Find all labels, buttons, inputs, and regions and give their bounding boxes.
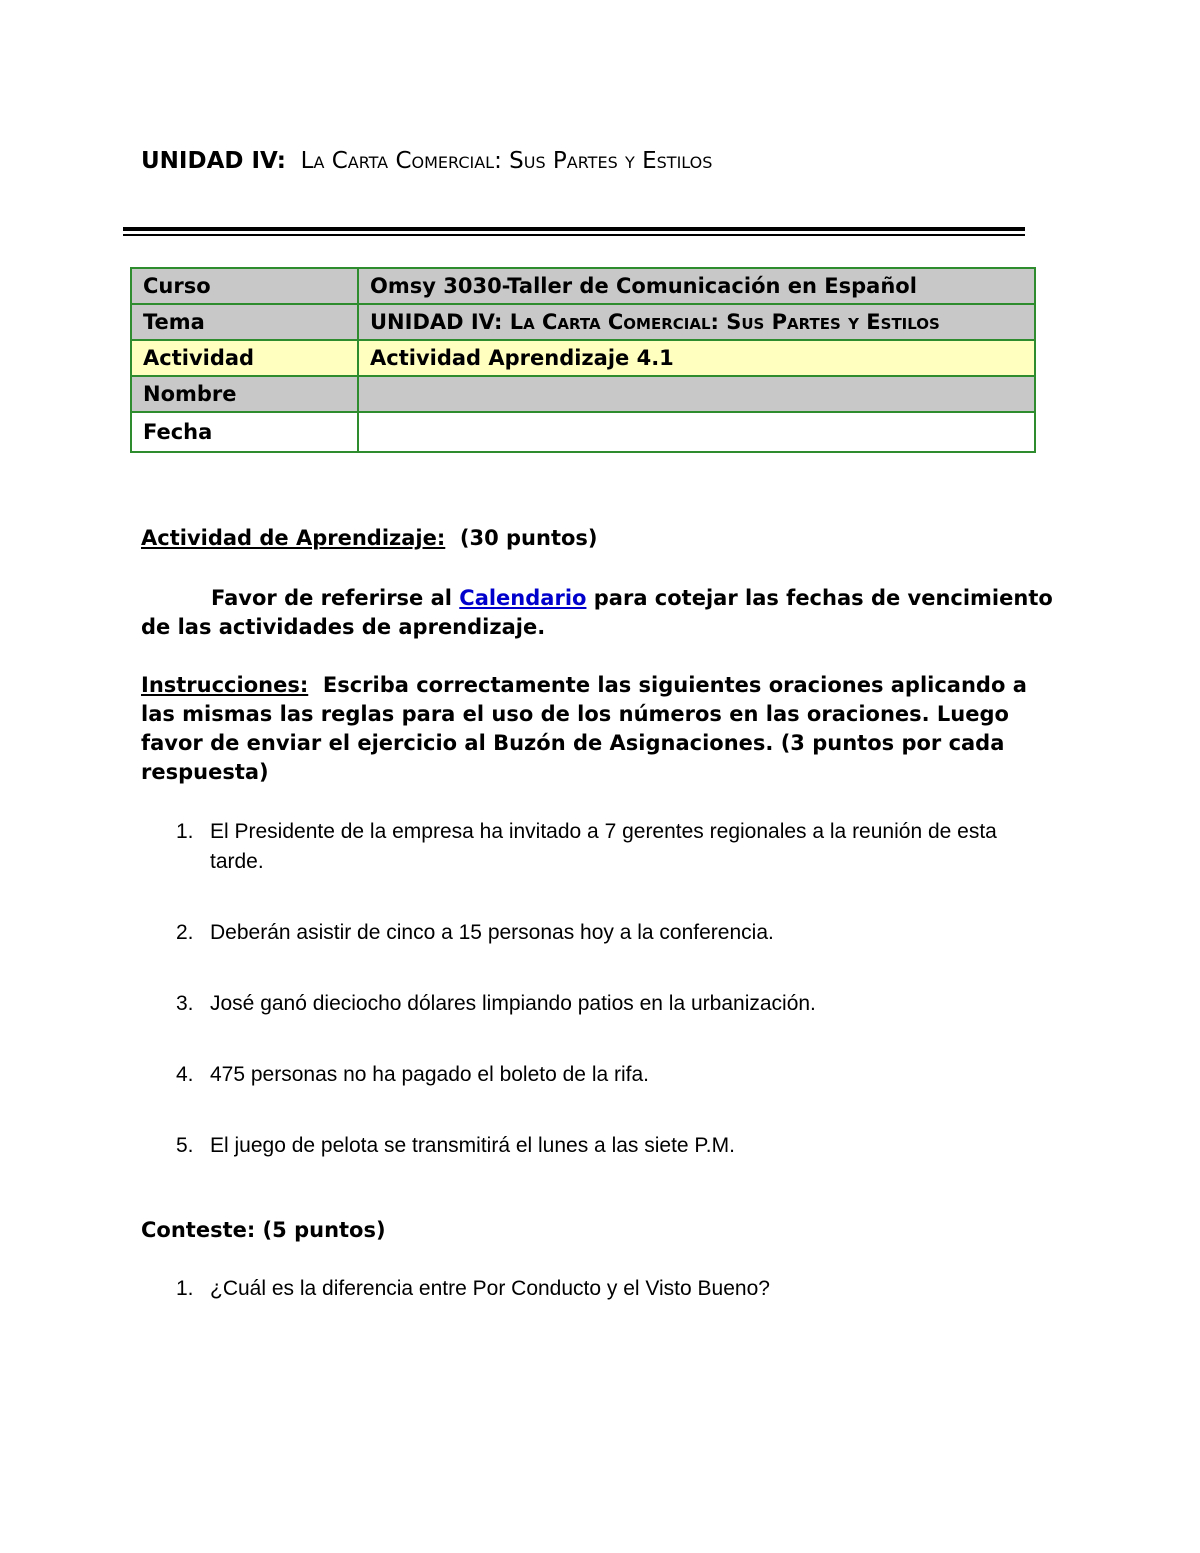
instructions-text: Escriba correctamente las siguientes oraciones aplicando a las mismas las reglas para el uso de los números en las oraciones. Luego favor de enviar el ejercicio al Buzón de Asignaciones. (3 puntos por cada respuesta) — [141, 673, 1027, 784]
instructions-label: Instrucciones: — [141, 673, 309, 697]
item-text: El Presidente de la empresa ha invitado a 7 gerentes regionales a la reunión de esta tarde. — [210, 820, 997, 873]
title-divider-thin — [123, 234, 1025, 236]
list-item — [170, 817, 1050, 877]
table-row-fecha — [131, 412, 1035, 452]
question-list — [170, 1274, 1050, 1304]
item-number: 3. — [176, 992, 194, 1015]
list-item — [170, 989, 1050, 1019]
item-number: 5. — [176, 1134, 194, 1157]
activity-heading-label: Actividad de Aprendizaje: — [141, 526, 446, 550]
row-label: Fecha — [131, 412, 358, 452]
activity-heading — [141, 526, 598, 550]
tema-subtitle: La Carta Comercial: Sus Partes y Estilos — [509, 310, 940, 334]
list-item — [170, 1060, 1050, 1090]
item-text: José ganó dieciocho dólares limpiando patios en la urbanización. — [210, 992, 816, 1015]
item-number: 4. — [176, 1063, 194, 1086]
row-value: Actividad Aprendizaje 4.1 — [358, 340, 1035, 376]
item-text: ¿Cuál es la diferencia entre Por Conducto y el Visto Bueno? — [210, 1277, 770, 1300]
table-row-actividad — [131, 340, 1035, 376]
page-title — [141, 148, 712, 174]
calendar-note-before: Favor de referirse al — [211, 586, 452, 610]
row-value — [358, 304, 1035, 340]
activity-points: (30 puntos) — [459, 526, 598, 550]
item-number: 1. — [176, 820, 194, 843]
instructions — [141, 671, 1056, 787]
row-label: Tema — [131, 304, 358, 340]
nombre-field[interactable] — [358, 376, 1035, 412]
tema-unit: UNIDAD IV: — [370, 310, 503, 334]
row-label: Actividad — [131, 340, 358, 376]
item-number: 2. — [176, 921, 194, 944]
title-unit: UNIDAD IV: — [141, 148, 286, 174]
row-label: Nombre — [131, 376, 358, 412]
item-text: Deberán asistir de cinco a 15 personas hoy a la conferencia. — [210, 921, 774, 944]
item-number: 1. — [176, 1277, 194, 1300]
list-item — [170, 918, 1050, 948]
title-subtitle: La Carta Comercial: Sus Partes y Estilos — [300, 148, 713, 174]
title-divider — [123, 227, 1025, 231]
calendar-link[interactable]: Calendario — [459, 586, 587, 610]
table-row-curso — [131, 268, 1035, 304]
list-item — [170, 1131, 1050, 1161]
item-text: 475 personas no ha pagado el boleto de la rifa. — [210, 1063, 650, 1086]
fecha-field[interactable] — [358, 412, 1035, 452]
answer-heading: Conteste: (5 puntos) — [141, 1218, 386, 1242]
course-info-table — [130, 267, 1036, 453]
calendar-note — [141, 584, 1056, 642]
item-text: El juego de pelota se transmitirá el lunes a las siete P.M. — [210, 1134, 735, 1157]
table-row-tema — [131, 304, 1035, 340]
table-row-nombre — [131, 376, 1035, 412]
list-item — [170, 1274, 1050, 1304]
row-value: Omsy 3030-Taller de Comunicación en Español — [358, 268, 1035, 304]
row-label: Curso — [131, 268, 358, 304]
calendar-note-after: para cotejar las fechas de vencimiento de las actividades de aprendizaje. — [141, 586, 1053, 639]
sentence-list — [170, 817, 1050, 1161]
